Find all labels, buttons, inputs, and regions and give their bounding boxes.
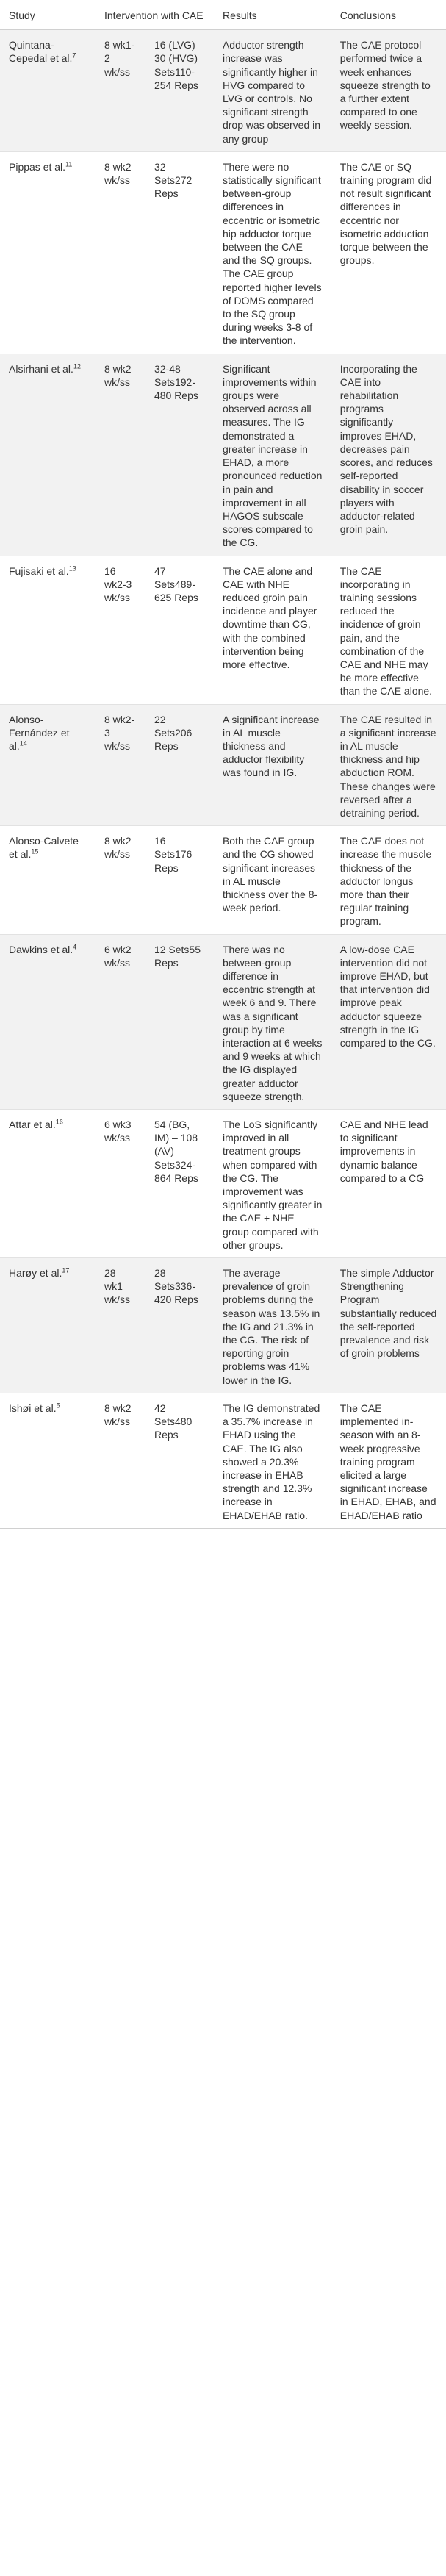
duration-cell: 6 wk2 wk/ss	[96, 934, 145, 1109]
study-name: Attar et al.	[9, 1119, 56, 1131]
volume-cell: 12 Sets55 Reps	[145, 934, 214, 1109]
volume-cell: 54 (BG, IM) – 108 (AV) Sets324-864 Reps	[145, 1110, 214, 1258]
duration-cell: 6 wk3 wk/ss	[96, 1110, 145, 1258]
reference-number: 4	[73, 942, 77, 950]
study-name: Alonso-Calvete et al.	[9, 835, 79, 861]
study-cell	[0, 354, 96, 556]
reference-number: 11	[65, 160, 73, 168]
study-name: Ishøi et al.	[9, 1402, 57, 1414]
header-results: Results	[214, 0, 331, 30]
table-row	[0, 30, 446, 152]
study-name: Quintana-Cepedal et al.	[9, 39, 73, 65]
conclusions-cell: The CAE protocol performed twice a week enhances squeeze strength to a further extent compared to one weekly session.	[331, 30, 446, 152]
volume-cell: 32-48 Sets192-480 Reps	[145, 354, 214, 556]
header-study: Study	[0, 0, 96, 30]
results-cell: There was no between-group difference in eccentric strength at week 6 and 9. There was a significant group by time interaction at 6 weeks and 9 weeks at which the IG displayed greater adductor squeeze strength.	[214, 934, 331, 1109]
reference-number: 14	[19, 739, 27, 747]
conclusions-cell: The CAE does not increase the muscle thickness of the adductor longus more than their regular training program.	[331, 826, 446, 934]
table-row	[0, 704, 446, 826]
table-row	[0, 1393, 446, 1528]
results-cell: Adductor strength increase was significantly higher in HVG compared to LVG or controls. No significant strength drop was observed in any group	[214, 30, 331, 152]
conclusions-cell: The CAE or SQ training program did not result significant differences in eccentric nor isometric adduction torque between the groups.	[331, 151, 446, 354]
study-name: Pippas et al.	[9, 160, 66, 173]
study-name: Fujisaki et al.	[9, 564, 69, 577]
reference-number: 16	[55, 1118, 63, 1126]
results-cell: Both the CAE group and the CG showed significant increases in AL muscle thickness over the 8-week period.	[214, 826, 331, 934]
table-row	[0, 1258, 446, 1393]
results-cell: Significant improvements within groups were observed across all measures. The IG demonstrated a greater increase in EHAD, a more pronounced reduction in pain and improvement in all HAGOS subscale scores compared to the CG.	[214, 354, 331, 556]
reference-number: 7	[72, 51, 76, 60]
conclusions-cell: The simple Adductor Strengthening Program substantially reduced the self-reported prevalence and risk of groin problems	[331, 1258, 446, 1393]
study-name: Harøy et al.	[9, 1267, 62, 1280]
table-row	[0, 556, 446, 704]
reference-number: 15	[31, 847, 39, 855]
results-cell: The CAE alone and CAE with NHE reduced groin pain incidence and player downtime than CG, with the combined intervention being more effective.	[214, 556, 331, 704]
study-cell	[0, 1393, 96, 1528]
header-conclusions: Conclusions	[331, 0, 446, 30]
header-row	[0, 0, 446, 30]
duration-cell: 8 wk2 wk/ss	[96, 1393, 145, 1528]
study-name: Alsirhani et al.	[9, 362, 73, 375]
results-cell: A significant increase in AL muscle thickness and adductor flexibility was found in IG.	[214, 704, 331, 826]
reference-number: 5	[56, 1402, 60, 1410]
study-cell	[0, 934, 96, 1109]
table-body	[0, 30, 446, 1529]
table-row	[0, 1110, 446, 1258]
study-cell	[0, 1258, 96, 1393]
volume-cell: 22 Sets206 Reps	[145, 704, 214, 826]
volume-cell: 42 Sets480 Reps	[145, 1393, 214, 1528]
table-row	[0, 354, 446, 556]
table-header	[0, 0, 446, 30]
study-cell	[0, 704, 96, 826]
study-cell	[0, 826, 96, 934]
volume-cell: 47 Sets489-625 Reps	[145, 556, 214, 704]
study-name: Alonso-Fernández et al.	[9, 713, 70, 752]
results-cell: The LoS significantly improved in all treatment groups when compared with the CG. The improvement was significantly greater in the CAE + NHE group compared with other groups.	[214, 1110, 331, 1258]
table-row	[0, 934, 446, 1109]
volume-cell: 28 Sets336-420 Reps	[145, 1258, 214, 1393]
duration-cell: 16 wk2-3 wk/ss	[96, 556, 145, 704]
table-row	[0, 826, 446, 934]
duration-cell: 8 wk2-3 wk/ss	[96, 704, 145, 826]
conclusions-cell: The CAE incorporating in training sessions reduced the incidence of groin pain, and the combination of the CAE and NHE may be more effective than the CAE alone.	[331, 556, 446, 704]
header-intervention: Intervention with CAE	[96, 0, 214, 30]
duration-cell: 8 wk1-2 wk/ss	[96, 30, 145, 152]
duration-cell: 8 wk2 wk/ss	[96, 826, 145, 934]
duration-cell: 8 wk2 wk/ss	[96, 151, 145, 354]
table-row	[0, 151, 446, 354]
conclusions-cell: A low-dose CAE intervention did not improve EHAD, but that intervention did improve peak adductor squeeze strength in the IG compared to the CG.	[331, 934, 446, 1109]
study-cell	[0, 30, 96, 152]
results-cell: There were no statistically significant between-group differences in eccentric or isometric hip adductor torque between the CAE and the SQ groups. The CAE group reported higher levels of DOMS compared to the SQ group during weeks 3-8 of the intervention.	[214, 151, 331, 354]
results-cell: The average prevalence of groin problems during the season was 13.5% in the IG and 21.3% in the CG. The risk of reporting groin problems was 41% lower in the IG.	[214, 1258, 331, 1393]
study-cell	[0, 151, 96, 354]
conclusions-cell: CAE and NHE lead to significant improvements in dynamic balance compared to a CG	[331, 1110, 446, 1258]
volume-cell: 32 Sets272 Reps	[145, 151, 214, 354]
duration-cell: 8 wk2 wk/ss	[96, 354, 145, 556]
reference-number: 12	[73, 362, 81, 370]
duration-cell: 28 wk1 wk/ss	[96, 1258, 145, 1393]
study-cell	[0, 556, 96, 704]
conclusions-cell: The CAE implemented in-season with an 8-week progressive training program elicited a large significant increase in EHAD, EHAB, and EHAD/EHAB ratio	[331, 1393, 446, 1528]
results-cell: The IG demonstrated a 35.7% increase in EHAD using the CAE. The IG also showed a 20.3% increase in EHAB strength and 12.3% increase in EHAD/EHAB ratio.	[214, 1393, 331, 1528]
study-name: Dawkins et al.	[9, 943, 73, 955]
study-cell	[0, 1110, 96, 1258]
conclusions-cell: The CAE resulted in a significant increase in AL muscle thickness and hip abduction ROM. These changes were reversed after a detraining period.	[331, 704, 446, 826]
volume-cell: 16 Sets176 Reps	[145, 826, 214, 934]
conclusions-cell: Incorporating the CAE into rehabilitation programs significantly improves EHAD, decreases pain scores, and reduces self-reported disability in soccer players with adductor-related groin pain.	[331, 354, 446, 556]
reference-number: 17	[62, 1266, 70, 1274]
volume-cell: 16 (LVG) – 30 (HVG) Sets110-254 Reps	[145, 30, 214, 152]
reference-number: 13	[68, 564, 76, 572]
